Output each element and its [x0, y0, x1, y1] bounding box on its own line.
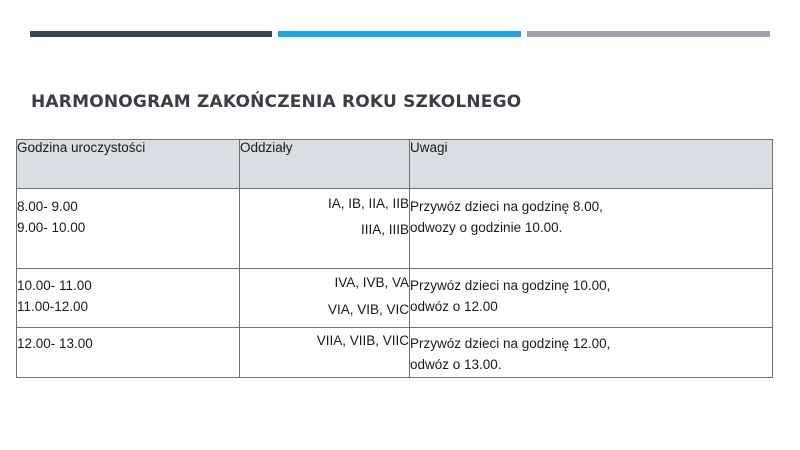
notes-line: odwóz o 12.00	[410, 299, 498, 314]
notes-line: Przywóz dzieci na godzinę 10.00,	[410, 278, 611, 293]
table-row	[17, 189, 773, 269]
time-line: 8.00- 9.00	[17, 199, 78, 214]
classes-cell	[240, 269, 410, 328]
classes-line: IA, IB, IIA, IIB	[327, 196, 409, 211]
table-row	[17, 269, 773, 328]
table-header-row	[17, 140, 773, 189]
classes-line: IIIA, IIIB	[360, 222, 409, 237]
notes-cell	[410, 328, 773, 378]
time-line: 9.00- 10.00	[17, 220, 86, 235]
notes-cell	[410, 189, 773, 269]
header-notes: Uwagi	[410, 140, 773, 189]
time-line: 10.00- 11.00	[17, 278, 92, 293]
accent-bar-blue	[278, 31, 521, 37]
header-classes: Oddziały	[240, 140, 410, 189]
schedule-table	[16, 139, 773, 378]
notes-line: odwóz o 13.00.	[410, 357, 502, 372]
classes-line: IVA, IVB, VA	[334, 275, 409, 290]
accent-bar-dark	[30, 31, 272, 37]
accent-bar-gray	[527, 31, 770, 37]
classes-cell	[240, 189, 410, 269]
classes-line: VIIA, VIIB, VIIC	[316, 333, 409, 348]
time-cell	[17, 328, 240, 378]
time-cell	[17, 269, 240, 328]
notes-line: Przywóz dzieci na godzinę 12.00,	[410, 336, 611, 351]
time-cell	[17, 189, 240, 269]
notes-line: Przywóz dzieci na godzinę 8.00,	[410, 199, 603, 214]
time-line: 11.00-12.00	[17, 299, 89, 314]
time-line: 12.00- 13.00	[17, 336, 93, 351]
table-row	[17, 328, 773, 378]
header-time: Godzina uroczystości	[17, 140, 240, 189]
slide-title: HARMONOGRAM ZAKOŃCZENIA ROKU SZKOLNEGO	[31, 92, 522, 112]
classes-cell	[240, 328, 410, 378]
classes-line: VIA, VIB, VIC	[327, 302, 409, 317]
notes-line: odwozy o godzinie 10.00.	[410, 220, 563, 235]
notes-cell	[410, 269, 773, 328]
